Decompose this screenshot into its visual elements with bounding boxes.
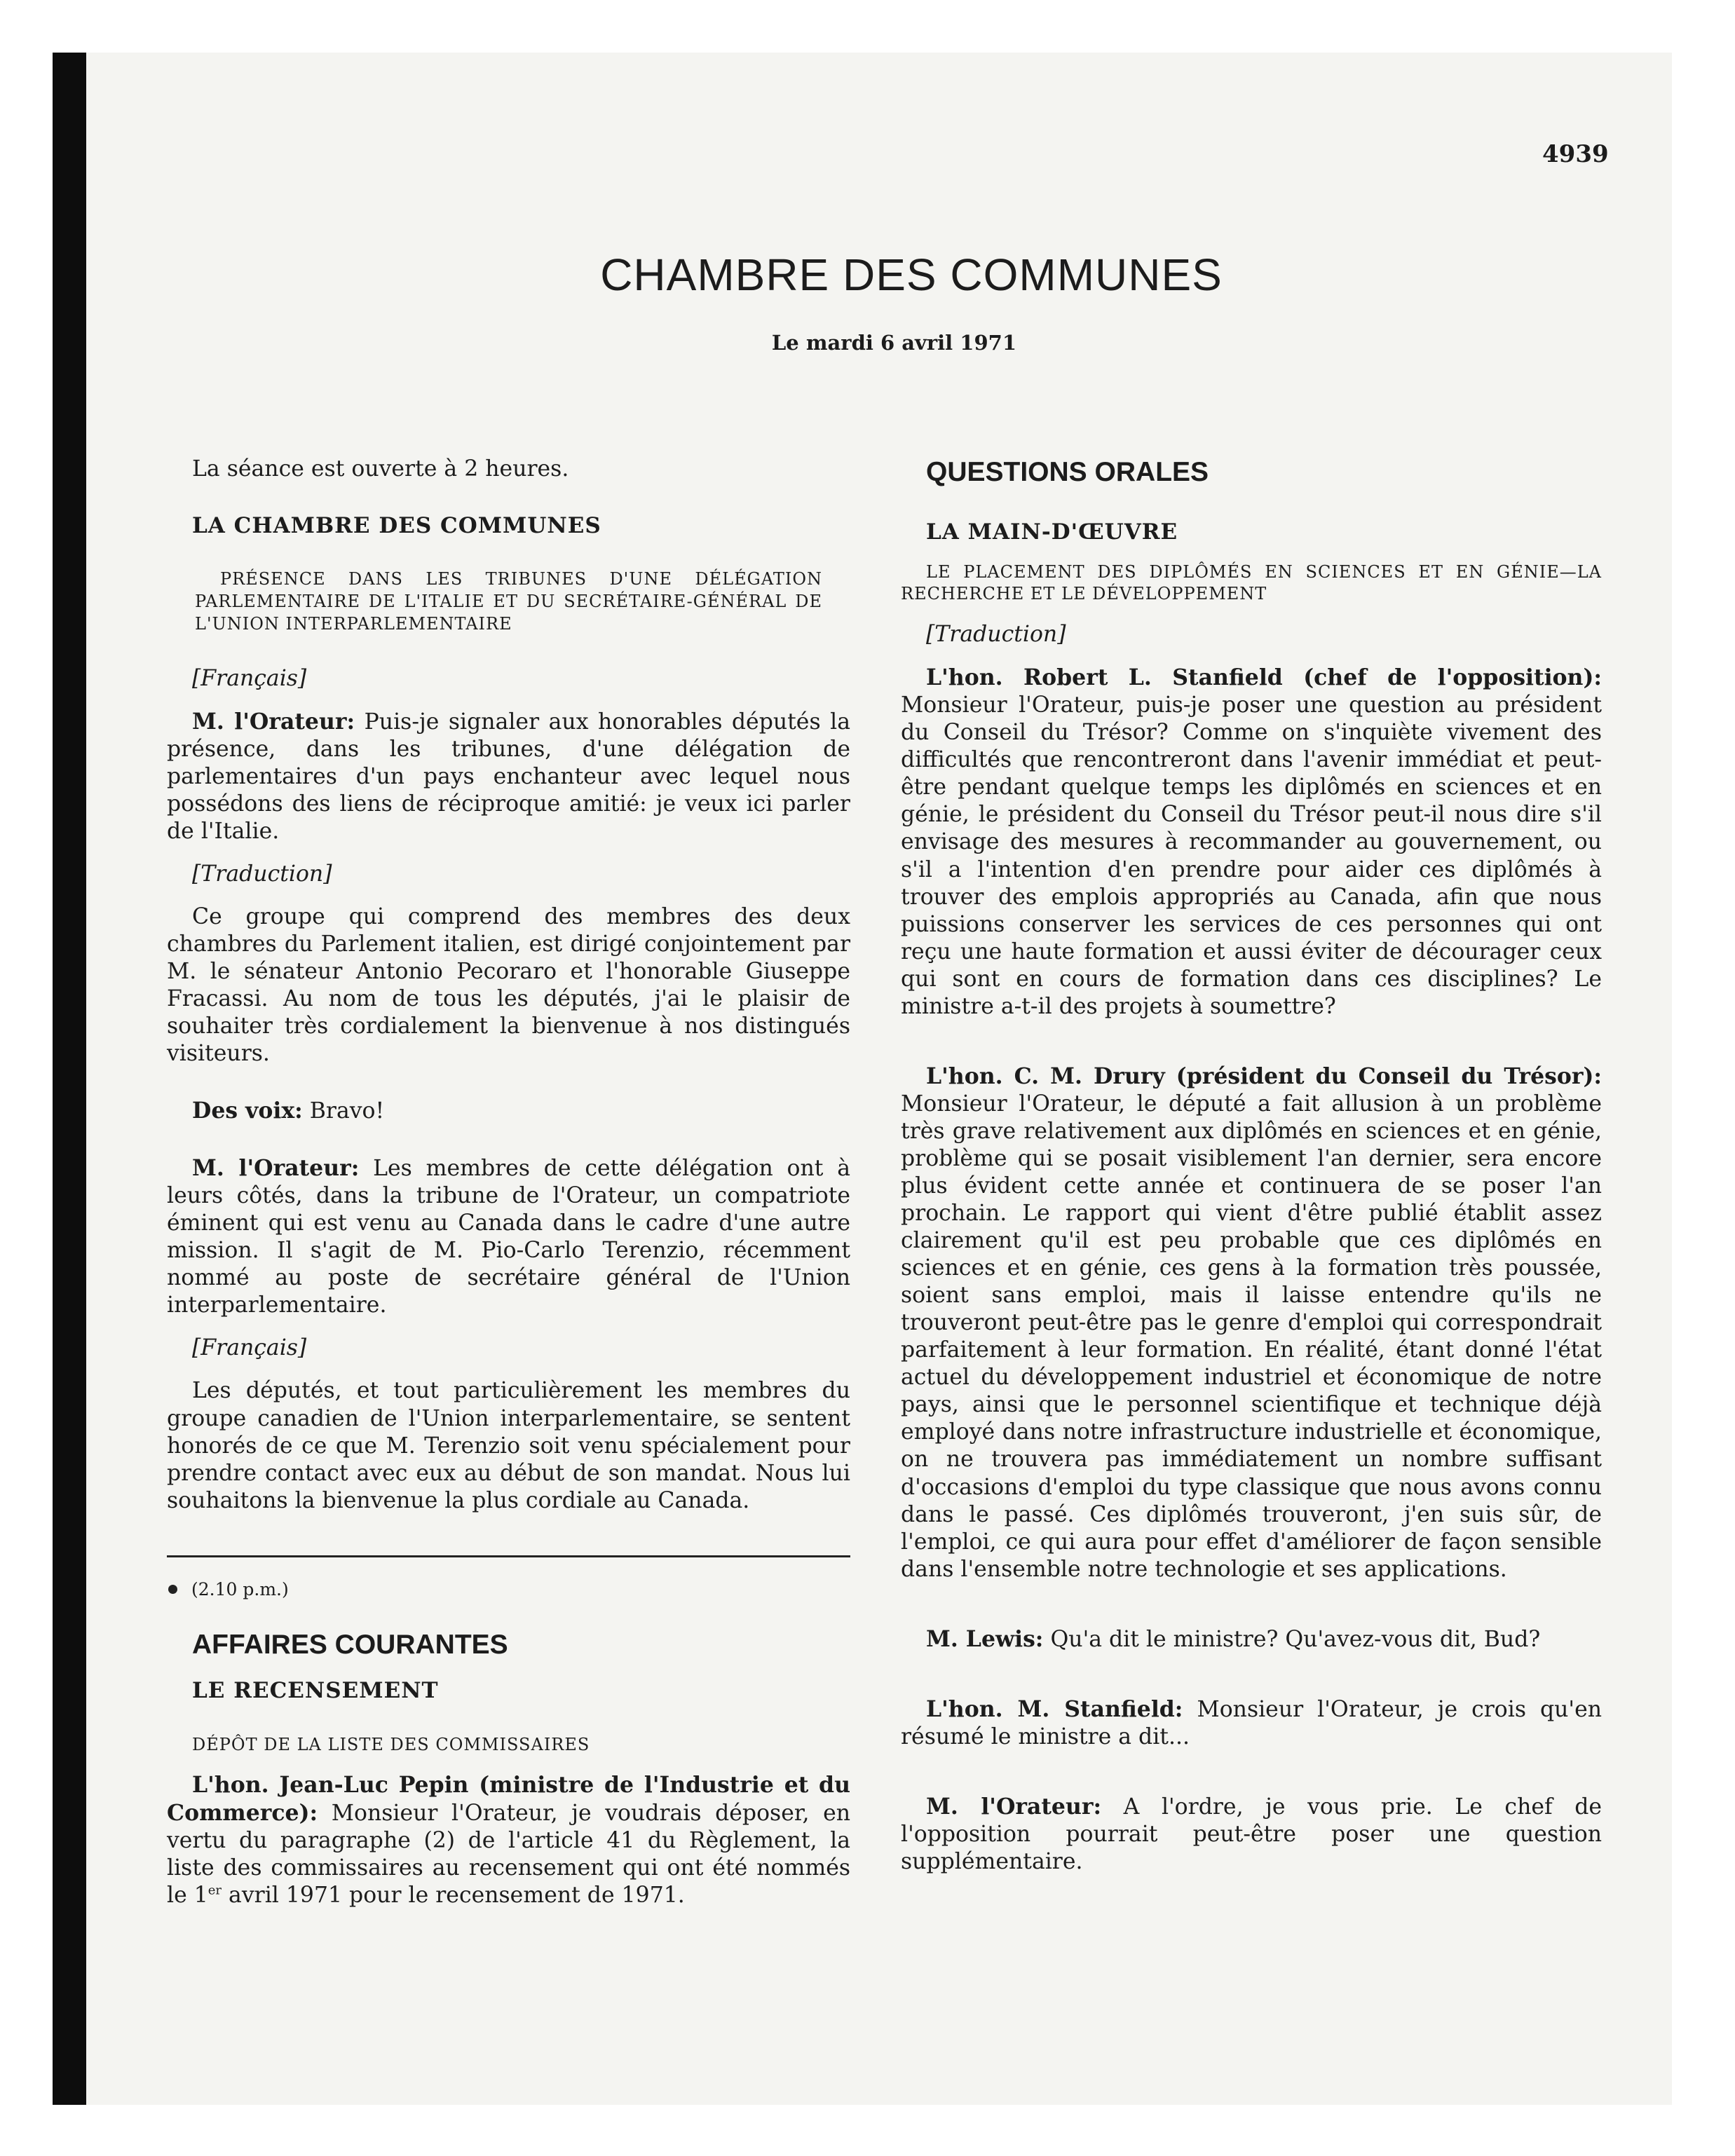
left-column <box>167 456 850 1909</box>
time-stamp <box>167 1578 850 1600</box>
superscript: er <box>207 1883 222 1898</box>
paragraph <box>901 1696 1602 1751</box>
page-number: 4939 <box>1542 140 1609 168</box>
section-heading: AFFAIRES COURANTES <box>192 1629 508 1660</box>
divider-rule <box>167 1555 850 1557</box>
paragraph <box>901 1625 1602 1653</box>
speaker-name: M. l'Orateur: <box>192 1155 360 1182</box>
speaker-name: L'hon. Jean-Luc Pepin (ministre de l'Industrie et du Commerce): <box>167 1772 850 1827</box>
section-heading: QUESTIONS ORALES <box>926 457 1209 487</box>
paragraph <box>167 1154 850 1319</box>
section-heading: LE RECENSEMENT <box>192 1678 439 1704</box>
speech-text: Les membres de cette délégation ont à leurs côtés, dans la tribune de l'Orateur, un compatriote éminent qui est venu au Canada dans le cadre d'une autre mission. Il s'agit de M. Pio-Carlo Terenzio, récemment nommé au poste de secrétaire général de l'Union interparlementaire. <box>167 1156 850 1318</box>
speech-text: Monsieur l'Orateur, le député a fait allusion à un problème très grave relativement aux diplômés en sciences et en génie, problème qui se posait visiblement l'an dernier, sera encore plus évident cette année et continuera de se poser l'an prochain. Le rapport qui vient d'être publié établit assez clairement qu'il est peu probable que ces diplômés en sciences et en génie, ces gens à la formation très poussée, soient sans emploi, mais il laisse entendre qu'ils ne trouveront peut-être pas le genre d'emploi qui correspondrait parfaitement à leur formation. En réalité, étant donné l'état actuel du développement industriel et économique de notre pays, ainsi que le personnel scientifique et technique déjà employé dans notre infrastructure industrielle et économique, on ne trouvera pas immédiatement un nombre suffisant d'occasions d'emploi du type classique que nous avons connu dans le passé. Ces diplômés trouveront, j'en suis sûr, de l'emploi, ce qui aura pour effet d'améliorer de façon sensible dans l'ensemble notre technologie et ses applications. <box>901 1091 1602 1582</box>
speaker-name: L'hon. M. Stanfield: <box>926 1696 1183 1722</box>
language-tag: [Français] <box>192 1335 307 1361</box>
scan-edge <box>53 53 86 2105</box>
paragraph <box>167 708 850 845</box>
language-tag: [Français] <box>192 665 307 691</box>
bullet-icon <box>168 1585 177 1594</box>
paragraph <box>901 1063 1602 1583</box>
speech-text: avril 1971 pour le recensement de 1971. <box>222 1883 685 1909</box>
speech-text: Qu'a dit le ministre? Qu'avez-vous dit, Bud? <box>1050 1626 1541 1652</box>
language-tag: [Traduction] <box>192 861 332 887</box>
speech-text: A l'ordre, je vous prie. Le chef de l'opposition pourrait peut-être poser une question supplémentaire. <box>901 1794 1603 1874</box>
opening-line: La séance est ouverte à 2 heures. <box>192 456 569 482</box>
speaker-name: M. l'Orateur: <box>926 1793 1102 1820</box>
section-heading: LA MAIN-D'ŒUVRE <box>926 519 1178 545</box>
paragraph <box>901 664 1602 1021</box>
right-column <box>901 456 1602 1876</box>
speech-text: Bravo! <box>309 1098 385 1124</box>
time-text: (2.10 p.m.) <box>191 1578 289 1599</box>
speaker-name: L'hon. C. M. Drury (président du Conseil du Trésor): <box>926 1063 1602 1089</box>
speaker-name: M. Lewis: <box>926 1625 1044 1652</box>
section-heading: LA CHAMBRE DES COMMUNES <box>192 513 601 539</box>
sub-heading: PRÉSENCE DANS LES TRIBUNES D'UNE DÉLÉGATION PARLEMENTAIRE DE L'ITALIE ET DU SECRÉTAIRE-GÉNÉRAL DE L'UNION INTERPARLEMENTAIRE <box>195 569 822 634</box>
speech-text: Monsieur l'Orateur, je voudrais déposer, en vertu du paragraphe (2) de l'article 41 du Règlement, la liste des commissaires au recensement qui ont été nommés le 1 <box>167 1801 850 1909</box>
paragraph <box>167 1771 850 1909</box>
sub-heading: LE PLACEMENT DES DIPLÔMÉS EN SCIENCES ET EN GÉNIE—LA RECHERCHE ET LE DÉVELOPPEMENT <box>901 561 1602 604</box>
speaker-name: Des voix: <box>192 1098 303 1124</box>
speech-text: Monsieur l'Orateur, puis-je poser une question au président du Conseil du Trésor? Comme on s'inquiète vivement des difficultés que rencontreront dans l'avenir immédiat et peut-être pendant quelque temps les diplômés en sciences et en génie, le président du Conseil du Trésor peut-il nous dire s'il envisage des mesures à recommander au gouvernement, ou s'il a l'intention d'en prendre pour aider ces diplômés à trouver des emplois appropriés au Canada, afin que nous puissions conserver les services de ces personnes qui ont reçu une haute formation et aussi éviter de décourager ceux qui sont en cours de formation dans ces disciplines? Le ministre a-t-il des projets à soumettre? <box>901 692 1602 1019</box>
paragraph: Les députés, et tout particulièrement les membres du groupe canadien de l'Union interparlementaire, se sentent honorés de ce que M. Terenzio soit venu spécialement pour prendre contact avec eux au début de son mandat. Nous lui souhaitons la bienvenue la plus cordiale au Canada. <box>167 1378 850 1513</box>
paragraph <box>901 1793 1602 1876</box>
speaker-name: L'hon. Robert L. Stanfield (chef de l'opposition): <box>926 664 1602 691</box>
language-tag: [Traduction] <box>926 622 1066 648</box>
speech-text: Monsieur l'Orateur, je crois qu'en résumé le ministre a dit... <box>901 1696 1603 1749</box>
speaker-name: M. l'Orateur: <box>192 708 355 735</box>
sitting-date: Le mardi 6 avril 1971 <box>771 331 1016 355</box>
main-title: CHAMBRE DES COMMUNES <box>600 250 1223 300</box>
sub-heading: DÉPÔT DE LA LISTE DES COMMISSAIRES <box>192 1734 590 1754</box>
paragraph <box>167 1097 850 1125</box>
paragraph: Ce groupe qui comprend des membres des deux chambres du Parlement italien, est dirigé conjointement par M. le sénateur Antonio Pecoraro et l'honorable Giuseppe Fracassi. Au nom de tous les députés, j'ai le plaisir de souhaiter très cordialement la bienvenue à nos distingués visiteurs. <box>167 903 850 1067</box>
speech-text: Puis-je signaler aux honorables députés la présence, dans les tribunes, d'une délégation de parlementaires d'un pays enchanteur avec lequel nous possédons des liens de réciproque amitié: je veux ici parler de l'Italie. <box>167 709 850 844</box>
